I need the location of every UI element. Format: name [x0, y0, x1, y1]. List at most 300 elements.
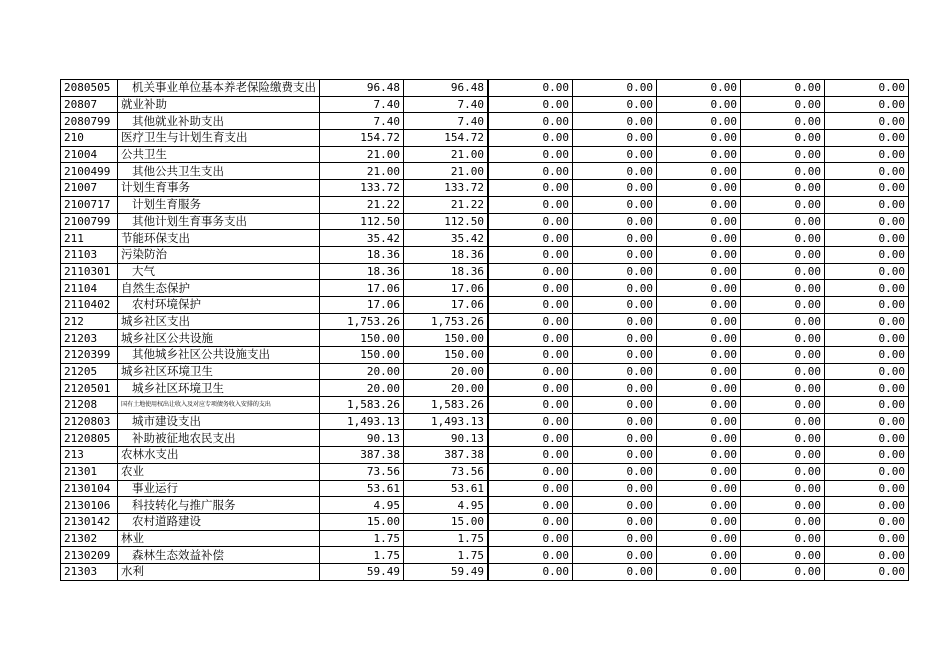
row-value-cell-6[interactable]: 0.00 — [741, 497, 825, 514]
row-name-cell[interactable]: 城乡社区环境卫生 — [118, 363, 320, 380]
row-value-cell-4[interactable]: 0.00 — [573, 130, 657, 147]
table-row — [61, 80, 909, 97]
table-row — [61, 313, 909, 330]
row-name-cell[interactable]: 科技转化与推广服务 — [118, 497, 320, 514]
row-name-cell[interactable]: 其他公共卫生支出 — [118, 163, 320, 180]
row-name-cell[interactable]: 森林生态效益补偿 — [118, 547, 320, 564]
row-value-cell-2[interactable]: 387.38 — [404, 447, 489, 464]
row-value-cell-2[interactable]: 96.48 — [404, 80, 489, 97]
table-row — [61, 530, 909, 547]
row-value-cell-1[interactable]: 7.40 — [320, 113, 404, 130]
row-value-cell-6[interactable]: 0.00 — [741, 246, 825, 263]
row-value-cell-6[interactable]: 0.00 — [741, 547, 825, 564]
row-value-cell-3[interactable]: 0.00 — [488, 296, 573, 313]
row-value-cell-7[interactable]: 0.00 — [825, 113, 909, 130]
row-value-cell-3[interactable]: 0.00 — [488, 397, 573, 414]
row-value-cell-1[interactable]: 96.48 — [320, 80, 404, 97]
row-value-cell-5[interactable]: 0.00 — [657, 347, 741, 364]
row-value-cell-6[interactable]: 0.00 — [741, 413, 825, 430]
row-name-cell[interactable]: 城乡社区环境卫生 — [118, 380, 320, 397]
row-value-cell-2[interactable]: 150.00 — [404, 347, 489, 364]
table-row — [61, 113, 909, 130]
row-name-cell[interactable]: 其他城乡社区公共设施支出 — [118, 347, 320, 364]
row-value-cell-4[interactable]: 0.00 — [573, 563, 657, 580]
row-value-cell-3[interactable]: 0.00 — [488, 413, 573, 430]
row-value-cell-2[interactable]: 1,493.13 — [404, 413, 489, 430]
row-value-cell-5[interactable]: 0.00 — [657, 397, 741, 414]
table-row — [61, 463, 909, 480]
row-value-cell-3[interactable]: 0.00 — [488, 530, 573, 547]
row-value-cell-4[interactable]: 0.00 — [573, 463, 657, 480]
row-value-cell-5[interactable]: 0.00 — [657, 180, 741, 197]
row-value-cell-7[interactable]: 0.00 — [825, 363, 909, 380]
row-value-cell-5[interactable]: 0.00 — [657, 263, 741, 280]
row-value-cell-7[interactable]: 0.00 — [825, 80, 909, 97]
row-value-cell-7[interactable]: 0.00 — [825, 163, 909, 180]
row-value-cell-4[interactable]: 0.00 — [573, 547, 657, 564]
row-value-cell-6[interactable]: 0.00 — [741, 397, 825, 414]
row-value-cell-1[interactable]: 18.36 — [320, 263, 404, 280]
row-value-cell-3[interactable]: 0.00 — [488, 563, 573, 580]
row-value-cell-5[interactable]: 0.00 — [657, 196, 741, 213]
row-value-cell-2[interactable]: 20.00 — [404, 380, 489, 397]
row-value-cell-3[interactable]: 0.00 — [488, 547, 573, 564]
row-name-cell[interactable]: 节能环保支出 — [118, 230, 320, 247]
row-value-cell-1[interactable]: 1,493.13 — [320, 413, 404, 430]
row-value-cell-6[interactable]: 0.00 — [741, 347, 825, 364]
row-code-cell[interactable]: 21208 — [61, 397, 118, 414]
row-value-cell-5[interactable]: 0.00 — [657, 130, 741, 147]
row-value-cell-1[interactable]: 21.00 — [320, 146, 404, 163]
row-value-cell-3[interactable]: 0.00 — [488, 447, 573, 464]
row-value-cell-2[interactable]: 7.40 — [404, 113, 489, 130]
row-value-cell-2[interactable]: 59.49 — [404, 563, 489, 580]
row-value-cell-1[interactable]: 17.06 — [320, 296, 404, 313]
row-value-cell-4[interactable]: 0.00 — [573, 363, 657, 380]
row-value-cell-7[interactable]: 0.00 — [825, 180, 909, 197]
row-value-cell-6[interactable]: 0.00 — [741, 163, 825, 180]
table-row — [61, 497, 909, 514]
row-value-cell-1[interactable]: 35.42 — [320, 230, 404, 247]
row-value-cell-6[interactable]: 0.00 — [741, 230, 825, 247]
row-value-cell-7[interactable]: 0.00 — [825, 480, 909, 497]
row-value-cell-2[interactable]: 133.72 — [404, 180, 489, 197]
table-row — [61, 397, 909, 414]
row-value-cell-4[interactable]: 0.00 — [573, 380, 657, 397]
row-value-cell-7[interactable]: 0.00 — [825, 547, 909, 564]
row-value-cell-2[interactable]: 17.06 — [404, 280, 489, 297]
row-code-cell[interactable]: 2120501 — [61, 380, 118, 397]
row-code-cell[interactable]: 212 — [61, 313, 118, 330]
table-row — [61, 363, 909, 380]
row-value-cell-2[interactable]: 7.40 — [404, 96, 489, 113]
row-code-cell[interactable]: 2100499 — [61, 163, 118, 180]
row-value-cell-2[interactable]: 18.36 — [404, 263, 489, 280]
row-value-cell-7[interactable]: 0.00 — [825, 280, 909, 297]
row-value-cell-7[interactable]: 0.00 — [825, 246, 909, 263]
row-value-cell-1[interactable]: 150.00 — [320, 347, 404, 364]
row-value-cell-6[interactable]: 0.00 — [741, 180, 825, 197]
row-value-cell-7[interactable]: 0.00 — [825, 447, 909, 464]
row-code-cell[interactable]: 21103 — [61, 246, 118, 263]
row-value-cell-6[interactable]: 0.00 — [741, 530, 825, 547]
row-name-cell[interactable]: 城乡社区公共设施 — [118, 330, 320, 347]
row-value-cell-5[interactable]: 0.00 — [657, 313, 741, 330]
row-value-cell-7[interactable]: 0.00 — [825, 213, 909, 230]
row-value-cell-7[interactable]: 0.00 — [825, 130, 909, 147]
row-value-cell-6[interactable]: 0.00 — [741, 130, 825, 147]
row-value-cell-5[interactable]: 0.00 — [657, 430, 741, 447]
row-value-cell-2[interactable]: 21.00 — [404, 163, 489, 180]
row-value-cell-4[interactable]: 0.00 — [573, 480, 657, 497]
row-code-cell[interactable]: 2130142 — [61, 513, 118, 530]
row-value-cell-6[interactable]: 0.00 — [741, 296, 825, 313]
row-value-cell-4[interactable]: 0.00 — [573, 180, 657, 197]
row-value-cell-5[interactable]: 0.00 — [657, 413, 741, 430]
row-value-cell-4[interactable]: 0.00 — [573, 513, 657, 530]
row-value-cell-4[interactable]: 0.00 — [573, 163, 657, 180]
row-value-cell-6[interactable]: 0.00 — [741, 80, 825, 97]
row-value-cell-1[interactable]: 53.61 — [320, 480, 404, 497]
table-row — [61, 130, 909, 147]
row-value-cell-3[interactable]: 0.00 — [488, 246, 573, 263]
table-row — [61, 146, 909, 163]
row-value-cell-1[interactable]: 1.75 — [320, 547, 404, 564]
row-value-cell-7[interactable]: 0.00 — [825, 146, 909, 163]
row-value-cell-6[interactable]: 0.00 — [741, 447, 825, 464]
table-row — [61, 413, 909, 430]
table-row — [61, 296, 909, 313]
row-code-cell[interactable]: 2080505 — [61, 80, 118, 97]
row-value-cell-2[interactable]: 150.00 — [404, 330, 489, 347]
row-value-cell-2[interactable]: 20.00 — [404, 363, 489, 380]
row-value-cell-7[interactable]: 0.00 — [825, 413, 909, 430]
row-value-cell-4[interactable]: 0.00 — [573, 447, 657, 464]
row-code-cell[interactable]: 2120803 — [61, 413, 118, 430]
row-code-cell[interactable]: 2110402 — [61, 296, 118, 313]
row-value-cell-7[interactable]: 0.00 — [825, 497, 909, 514]
row-value-cell-4[interactable]: 0.00 — [573, 246, 657, 263]
row-name-cell[interactable]: 农林水支出 — [118, 447, 320, 464]
row-value-cell-5[interactable]: 0.00 — [657, 447, 741, 464]
row-code-cell[interactable]: 213 — [61, 447, 118, 464]
row-name-cell[interactable]: 事业运行 — [118, 480, 320, 497]
table-row — [61, 480, 909, 497]
row-value-cell-1[interactable]: 1,753.26 — [320, 313, 404, 330]
row-value-cell-7[interactable]: 0.00 — [825, 430, 909, 447]
row-name-cell[interactable]: 计划生育服务 — [118, 196, 320, 213]
table-row — [61, 180, 909, 197]
row-code-cell[interactable]: 210 — [61, 130, 118, 147]
row-value-cell-3[interactable]: 0.00 — [488, 463, 573, 480]
row-value-cell-6[interactable]: 0.00 — [741, 213, 825, 230]
row-name-cell[interactable]: 林业 — [118, 530, 320, 547]
row-value-cell-7[interactable]: 0.00 — [825, 530, 909, 547]
row-name-cell[interactable]: 污染防治 — [118, 246, 320, 263]
row-value-cell-3[interactable]: 0.00 — [488, 213, 573, 230]
table-row — [61, 380, 909, 397]
row-code-cell[interactable]: 21303 — [61, 563, 118, 580]
row-value-cell-3[interactable]: 0.00 — [488, 80, 573, 97]
row-name-cell[interactable]: 大气 — [118, 263, 320, 280]
row-value-cell-7[interactable]: 0.00 — [825, 263, 909, 280]
row-value-cell-7[interactable]: 0.00 — [825, 563, 909, 580]
row-value-cell-7[interactable]: 0.00 — [825, 397, 909, 414]
row-value-cell-5[interactable]: 0.00 — [657, 363, 741, 380]
row-value-cell-4[interactable]: 0.00 — [573, 530, 657, 547]
row-value-cell-6[interactable]: 0.00 — [741, 146, 825, 163]
table-row — [61, 246, 909, 263]
row-value-cell-1[interactable]: 4.95 — [320, 497, 404, 514]
row-value-cell-1[interactable]: 1,583.26 — [320, 397, 404, 414]
row-value-cell-1[interactable]: 20.00 — [320, 363, 404, 380]
row-value-cell-5[interactable]: 0.00 — [657, 230, 741, 247]
row-value-cell-1[interactable]: 112.50 — [320, 213, 404, 230]
row-value-cell-1[interactable]: 17.06 — [320, 280, 404, 297]
row-value-cell-7[interactable]: 0.00 — [825, 330, 909, 347]
row-value-cell-3[interactable]: 0.00 — [488, 146, 573, 163]
row-value-cell-3[interactable]: 0.00 — [488, 497, 573, 514]
row-value-cell-5[interactable]: 0.00 — [657, 530, 741, 547]
row-value-cell-5[interactable]: 0.00 — [657, 163, 741, 180]
row-value-cell-5[interactable]: 0.00 — [657, 480, 741, 497]
row-value-cell-4[interactable]: 0.00 — [573, 313, 657, 330]
row-value-cell-2[interactable]: 1.75 — [404, 530, 489, 547]
row-name-cell[interactable]: 城乡社区支出 — [118, 313, 320, 330]
row-value-cell-2[interactable]: 18.36 — [404, 246, 489, 263]
row-value-cell-7[interactable]: 0.00 — [825, 380, 909, 397]
row-value-cell-5[interactable]: 0.00 — [657, 380, 741, 397]
row-value-cell-4[interactable]: 0.00 — [573, 196, 657, 213]
row-name-cell[interactable]: 农村道路建设 — [118, 513, 320, 530]
table-row — [61, 196, 909, 213]
row-name-cell[interactable]: 农村环境保护 — [118, 296, 320, 313]
row-value-cell-3[interactable]: 0.00 — [488, 347, 573, 364]
row-value-cell-3[interactable]: 0.00 — [488, 280, 573, 297]
row-value-cell-3[interactable]: 0.00 — [488, 480, 573, 497]
row-value-cell-5[interactable]: 0.00 — [657, 113, 741, 130]
row-value-cell-5[interactable]: 0.00 — [657, 280, 741, 297]
row-value-cell-1[interactable]: 150.00 — [320, 330, 404, 347]
row-code-cell[interactable]: 2100717 — [61, 196, 118, 213]
row-value-cell-6[interactable]: 0.00 — [741, 513, 825, 530]
row-value-cell-6[interactable]: 0.00 — [741, 463, 825, 480]
row-value-cell-2[interactable]: 1,583.26 — [404, 397, 489, 414]
row-code-cell[interactable]: 21302 — [61, 530, 118, 547]
row-value-cell-2[interactable]: 112.50 — [404, 213, 489, 230]
row-code-cell[interactable]: 21007 — [61, 180, 118, 197]
row-value-cell-7[interactable]: 0.00 — [825, 513, 909, 530]
row-value-cell-7[interactable]: 0.00 — [825, 313, 909, 330]
row-value-cell-1[interactable]: 387.38 — [320, 447, 404, 464]
row-code-cell[interactable]: 2130104 — [61, 480, 118, 497]
table-row — [61, 447, 909, 464]
row-value-cell-6[interactable]: 0.00 — [741, 563, 825, 580]
row-value-cell-6[interactable]: 0.00 — [741, 280, 825, 297]
row-value-cell-6[interactable]: 0.00 — [741, 263, 825, 280]
row-code-cell[interactable]: 2130106 — [61, 497, 118, 514]
row-value-cell-5[interactable]: 0.00 — [657, 563, 741, 580]
row-value-cell-3[interactable]: 0.00 — [488, 180, 573, 197]
row-value-cell-1[interactable]: 73.56 — [320, 463, 404, 480]
table-row — [61, 330, 909, 347]
row-value-cell-6[interactable]: 0.00 — [741, 313, 825, 330]
row-value-cell-4[interactable]: 0.00 — [573, 430, 657, 447]
row-name-cell[interactable]: 国有土地使用权出让收入及对应专项债务收入安排的支出 — [118, 397, 320, 414]
row-value-cell-7[interactable]: 0.00 — [825, 230, 909, 247]
table-row — [61, 513, 909, 530]
row-name-cell[interactable]: 其他就业补助支出 — [118, 113, 320, 130]
row-value-cell-3[interactable]: 0.00 — [488, 113, 573, 130]
row-value-cell-3[interactable]: 0.00 — [488, 430, 573, 447]
row-name-cell[interactable]: 城市建设支出 — [118, 413, 320, 430]
table-row — [61, 163, 909, 180]
table-row — [61, 213, 909, 230]
row-value-cell-3[interactable]: 0.00 — [488, 196, 573, 213]
row-value-cell-5[interactable]: 0.00 — [657, 463, 741, 480]
row-value-cell-7[interactable]: 0.00 — [825, 96, 909, 113]
row-value-cell-1[interactable]: 21.22 — [320, 196, 404, 213]
row-value-cell-2[interactable]: 1,753.26 — [404, 313, 489, 330]
table-row — [61, 430, 909, 447]
row-value-cell-2[interactable]: 90.13 — [404, 430, 489, 447]
row-value-cell-5[interactable]: 0.00 — [657, 213, 741, 230]
row-value-cell-2[interactable]: 73.56 — [404, 463, 489, 480]
row-name-cell[interactable]: 公共卫生 — [118, 146, 320, 163]
row-name-cell[interactable]: 水利 — [118, 563, 320, 580]
row-value-cell-2[interactable]: 154.72 — [404, 130, 489, 147]
row-value-cell-3[interactable]: 0.00 — [488, 263, 573, 280]
row-value-cell-1[interactable]: 133.72 — [320, 180, 404, 197]
row-value-cell-3[interactable]: 0.00 — [488, 163, 573, 180]
row-value-cell-7[interactable]: 0.00 — [825, 347, 909, 364]
row-value-cell-4[interactable]: 0.00 — [573, 347, 657, 364]
row-value-cell-4[interactable]: 0.00 — [573, 230, 657, 247]
row-value-cell-4[interactable]: 0.00 — [573, 397, 657, 414]
row-value-cell-2[interactable]: 1.75 — [404, 547, 489, 564]
row-value-cell-2[interactable]: 21.00 — [404, 146, 489, 163]
row-value-cell-5[interactable]: 0.00 — [657, 96, 741, 113]
row-value-cell-4[interactable]: 0.00 — [573, 296, 657, 313]
row-value-cell-6[interactable]: 0.00 — [741, 113, 825, 130]
row-value-cell-4[interactable]: 0.00 — [573, 497, 657, 514]
row-value-cell-7[interactable]: 0.00 — [825, 296, 909, 313]
budget-table — [60, 79, 909, 581]
row-value-cell-4[interactable]: 0.00 — [573, 213, 657, 230]
row-value-cell-2[interactable]: 21.22 — [404, 196, 489, 213]
table-row — [61, 96, 909, 113]
row-value-cell-4[interactable]: 0.00 — [573, 113, 657, 130]
row-code-cell[interactable]: 21205 — [61, 363, 118, 380]
row-value-cell-3[interactable]: 0.00 — [488, 313, 573, 330]
row-value-cell-5[interactable]: 0.00 — [657, 296, 741, 313]
row-value-cell-4[interactable]: 0.00 — [573, 146, 657, 163]
row-value-cell-3[interactable]: 0.00 — [488, 380, 573, 397]
row-value-cell-3[interactable]: 0.00 — [488, 330, 573, 347]
row-code-cell[interactable]: 2130209 — [61, 547, 118, 564]
row-value-cell-1[interactable]: 1.75 — [320, 530, 404, 547]
row-code-cell[interactable]: 20807 — [61, 96, 118, 113]
row-value-cell-3[interactable]: 0.00 — [488, 363, 573, 380]
row-value-cell-3[interactable]: 0.00 — [488, 230, 573, 247]
row-value-cell-6[interactable]: 0.00 — [741, 480, 825, 497]
row-value-cell-5[interactable]: 0.00 — [657, 513, 741, 530]
row-code-cell[interactable]: 2100799 — [61, 213, 118, 230]
row-value-cell-5[interactable]: 0.00 — [657, 80, 741, 97]
row-code-cell[interactable]: 2110301 — [61, 263, 118, 280]
row-value-cell-4[interactable]: 0.00 — [573, 280, 657, 297]
row-value-cell-7[interactable]: 0.00 — [825, 196, 909, 213]
row-code-cell[interactable]: 211 — [61, 230, 118, 247]
row-name-cell[interactable]: 医疗卫生与计划生育支出 — [118, 130, 320, 147]
row-value-cell-6[interactable]: 0.00 — [741, 96, 825, 113]
row-name-cell[interactable]: 就业补助 — [118, 96, 320, 113]
row-code-cell[interactable]: 21301 — [61, 463, 118, 480]
row-name-cell[interactable]: 机关事业单位基本养老保险缴费支出 — [118, 80, 320, 97]
row-value-cell-6[interactable]: 0.00 — [741, 330, 825, 347]
row-value-cell-5[interactable]: 0.00 — [657, 497, 741, 514]
row-value-cell-1[interactable]: 15.00 — [320, 513, 404, 530]
table-row — [61, 263, 909, 280]
row-value-cell-4[interactable]: 0.00 — [573, 263, 657, 280]
row-name-cell[interactable]: 农业 — [118, 463, 320, 480]
row-value-cell-2[interactable]: 53.61 — [404, 480, 489, 497]
row-name-cell[interactable]: 计划生育事务 — [118, 180, 320, 197]
row-name-cell[interactable]: 补助被征地农民支出 — [118, 430, 320, 447]
row-code-cell[interactable]: 2120805 — [61, 430, 118, 447]
budget-table-body — [61, 80, 909, 581]
table-row — [61, 547, 909, 564]
row-value-cell-1[interactable]: 21.00 — [320, 163, 404, 180]
row-value-cell-1[interactable]: 20.00 — [320, 380, 404, 397]
row-value-cell-2[interactable]: 35.42 — [404, 230, 489, 247]
row-value-cell-5[interactable]: 0.00 — [657, 547, 741, 564]
row-value-cell-6[interactable]: 0.00 — [741, 380, 825, 397]
row-value-cell-3[interactable]: 0.00 — [488, 513, 573, 530]
row-value-cell-1[interactable]: 90.13 — [320, 430, 404, 447]
row-value-cell-2[interactable]: 15.00 — [404, 513, 489, 530]
row-code-cell[interactable]: 21004 — [61, 146, 118, 163]
row-value-cell-5[interactable]: 0.00 — [657, 330, 741, 347]
row-value-cell-4[interactable]: 0.00 — [573, 330, 657, 347]
row-value-cell-3[interactable]: 0.00 — [488, 130, 573, 147]
row-name-cell[interactable]: 其他计划生育事务支出 — [118, 213, 320, 230]
table-row — [61, 230, 909, 247]
row-value-cell-5[interactable]: 0.00 — [657, 146, 741, 163]
row-code-cell[interactable]: 21104 — [61, 280, 118, 297]
row-value-cell-1[interactable]: 59.49 — [320, 563, 404, 580]
row-code-cell[interactable]: 2080799 — [61, 113, 118, 130]
row-value-cell-6[interactable]: 0.00 — [741, 430, 825, 447]
row-name-cell[interactable]: 自然生态保护 — [118, 280, 320, 297]
row-value-cell-5[interactable]: 0.00 — [657, 246, 741, 263]
row-value-cell-6[interactable]: 0.00 — [741, 196, 825, 213]
row-value-cell-7[interactable]: 0.00 — [825, 463, 909, 480]
row-value-cell-1[interactable]: 7.40 — [320, 96, 404, 113]
row-code-cell[interactable]: 21203 — [61, 330, 118, 347]
row-code-cell[interactable]: 2120399 — [61, 347, 118, 364]
row-value-cell-1[interactable]: 154.72 — [320, 130, 404, 147]
row-value-cell-4[interactable]: 0.00 — [573, 413, 657, 430]
row-value-cell-6[interactable]: 0.00 — [741, 363, 825, 380]
row-value-cell-2[interactable]: 17.06 — [404, 296, 489, 313]
row-value-cell-4[interactable]: 0.00 — [573, 80, 657, 97]
row-value-cell-3[interactable]: 0.00 — [488, 96, 573, 113]
row-value-cell-1[interactable]: 18.36 — [320, 246, 404, 263]
row-value-cell-4[interactable]: 0.00 — [573, 96, 657, 113]
row-value-cell-2[interactable]: 4.95 — [404, 497, 489, 514]
table-row — [61, 563, 909, 580]
